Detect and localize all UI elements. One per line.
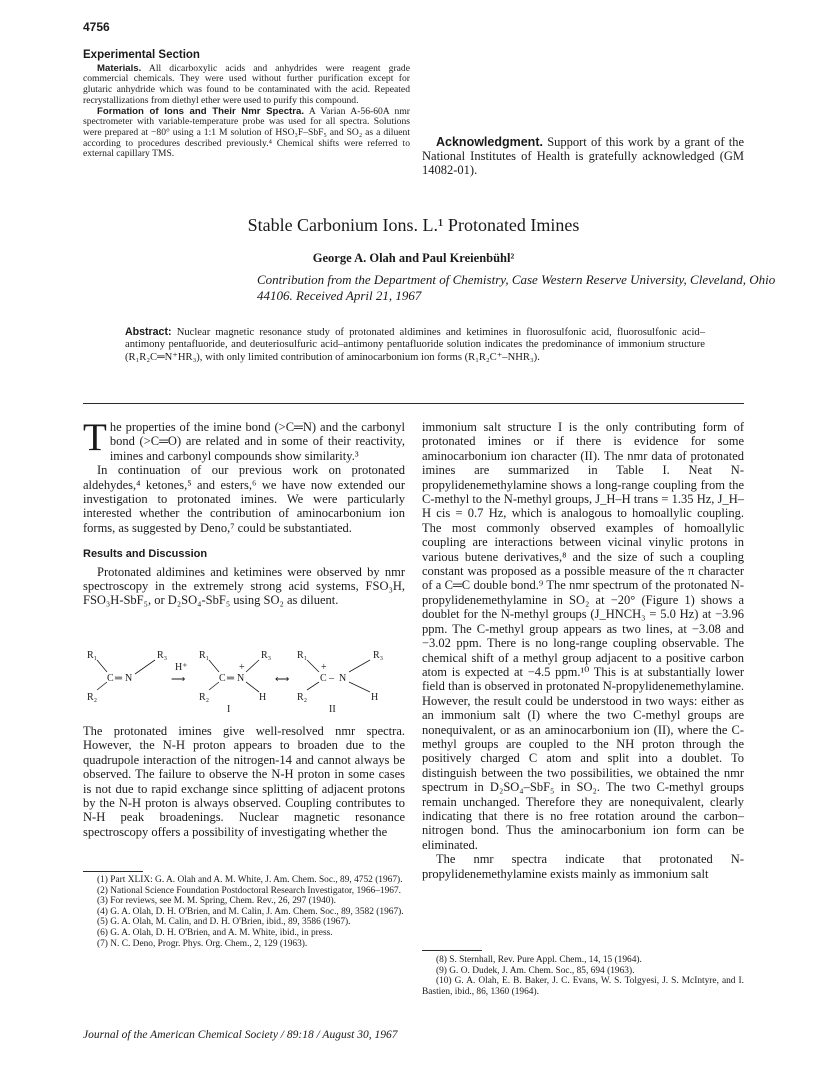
results-heading: Results and Discussion	[83, 548, 208, 561]
scheme-a-r2: R₂	[87, 692, 98, 703]
scheme-svg	[83, 648, 413, 714]
scheme-i-r2: R₂	[199, 692, 210, 703]
scheme-a-c: C	[107, 673, 114, 684]
article-affiliation: Contribution from the Department of Chemistry, Case Western Reserve University, Cleveland, Ohio 44106. Received April 21, 1967	[257, 272, 776, 303]
footnote-5: (5) G. A. Olah, M. Calin, and D. H. O'Brien, ibid., 89, 3586 (1967).	[97, 917, 351, 928]
chemical-scheme	[83, 648, 413, 714]
scheme-label-i: I	[227, 704, 231, 714]
intro-dropcap: T	[83, 416, 107, 459]
article-title: Stable Carbonium Ions. L.¹ Protonated Imines	[247, 215, 580, 235]
footnote-6: (6) G. A. Olah, D. H. O'Brien, and A. M. White, ibid., in press.	[97, 927, 333, 938]
scheme-ii-dash: –	[329, 673, 334, 684]
intro-paragraph-2: In continuation of our previous work on protonated aldehydes,⁴ ketones,⁵ and esters,⁶ we have now extended our investigation to protonated imines. We were particularly interested whether the contribution of aminocarbonium ion forms, as suggested by Deno,⁷ could be substantiated.	[83, 463, 405, 535]
scheme-ii-r2: R₂	[297, 692, 308, 703]
footnote-rule-right	[422, 950, 482, 951]
scheme-ii-n: N	[339, 673, 347, 684]
footnote-10: (10) G. A. Olah, E. B. Baker, J. C. Evans, W. S. Tolgyesi, J. S. McIntyre, and I. Bastien, ibid., 86, 1360 (1964).	[422, 976, 744, 997]
scheme-ii-r1: R₁	[297, 650, 308, 661]
scheme-i-eq: ═	[227, 673, 235, 684]
footnote-3: (3) For reviews, see M. M. Spring, Chem. Rev., 26, 297 (1940).	[97, 896, 336, 907]
scheme-arrow: ⟶	[171, 674, 186, 685]
materials-paragraph	[83, 64, 410, 107]
footnote-8: (8) S. Sternhall, Rev. Pure Appl. Chem., 14, 15 (1964).	[436, 955, 642, 965]
scheme-label-ii: II	[329, 704, 336, 714]
results-paragraph-2: The protonated imines give well-resolved nmr spectra. However, the N-H proton appears to broaden due to the quadrupole interaction of the nitrogen-14 and cannot always be observed. The failure to observe the N-H proton in some cases is not due to rapid exchange since splitting of adjacent protons by the N-H proton is always observed. Coupling contributes to N-H peak broadenings. Nuclear magnetic resonance spectroscopy offers a possibility of investigating whether the	[83, 724, 405, 839]
scheme-i-plus: +	[239, 662, 245, 673]
footnote-4: (4) G. A. Olah, D. H. O'Brien, and M. Calin, J. Am. Chem. Soc., 89, 3582 (1967).	[97, 906, 404, 917]
scheme-ii-plus: +	[321, 662, 327, 673]
footnote-7: (7) N. C. Deno, Progr. Phys. Org. Chem., 2, 129 (1963).	[97, 938, 308, 949]
abstract-label: Abstract:	[125, 326, 172, 338]
abstract-text: Nuclear magnetic resonance study of protonated aldimines and ketimines in fluorosulfonic acid, fluorosulfonic acid–antimony pentafluoride, and deuteriosulfuric acid–antimony pentafluoride solution indicates the predominance of immonium structure (R₁R₂C═N⁺HR₃), with only limited contribution of aminocarbonium ion forms (R₁R₂C⁺–NHR₃).	[125, 327, 705, 363]
footnote-1: (1) Part XLIX: G. A. Olah and A. M. White, J. Am. Chem. Soc., 89, 4752 (1967).	[97, 875, 403, 885]
footnote-rule-left	[83, 871, 143, 872]
abstract	[125, 326, 705, 364]
materials-text: All dicarboxylic acids and anhydrides were reagent grade commercial chemicals. They were used without further purification except for glutaric anhydride which was found to be contaminated with the acid. Repeated recrystallizations from diethyl ether were used to purify this compound.	[83, 62, 410, 106]
scheme-i-n: N	[237, 673, 245, 684]
left-column	[83, 416, 405, 608]
intro-paragraph-1: The properties of the imine bond (>C═N) and the carbonyl bond (>C═O) are related and in some of their reactivity, imines and carbonyl compounds show similarity.³	[83, 416, 405, 463]
experimental-heading: Experimental Section	[83, 49, 200, 61]
footnotes-right	[422, 955, 744, 997]
experimental-section	[83, 50, 410, 160]
right-paragraph-1: immonium salt structure I is the only contributing form of protonated imines or if there is evidence for some aminocarbonium ion character (II). The nmr data of protonated imines are summarized in Table I. Neat N-propylidenemethylamine shows a long-range coupling from the C-methyl to the N-methyl groups, J_H–H trans = 1.35 Hz, J_H–H cis = 0.7 Hz, which is analogous to homoallylic coupling. The most commonly observed examples of homoallylic coupling are interactions between vicinal vinylic protons in various butene derivatives,⁸ and the size of such a coupling constant was proposed as a possible measure of the π character of a C═C double bond.⁹ The nmr spectrum of the protonated N-propylidenemethylamine in SO₂ at −20° (Figure 1) shows a doublet for the N-methyl groups (J_HNCH₃ = 5.0 Hz) at −3.96 ppm. The C-methyl group appears as two lines, at −3.08 and −3.02 ppm. There is no long-range coupling observable. The chemical shift of a methyl group adjacent to a positive carbon atom is expected at −4.5 ppm.¹⁰ This is at substantially lower field than is observed in protonated N-propylidenemethylamine. However, the result could be understood in two ways: either as an immonium salt (I) where the two C-methyl groups are nonequivalent, or as an aminocarbonium ion (II), where the C-methyl groups are coupled to the NH proton through the positively charged C atom and split into a doublet. To distinguish between the two possibilities, we obtained the nmr spectrum in D₂SO₄–SbF₅ in SO₂. The two C-methyl groups remain unchanged. Therefore they are nonequivalent, clearly indicating that there is no free rotation around the carbon–nitrogen bond. Thus the aminocarbonium ion form can be eliminated.	[422, 420, 744, 852]
right-paragraph-2: The nmr spectra indicate that protonated N-propylidenemethylamine exists mainly as immonium salt	[422, 852, 744, 881]
right-column	[422, 420, 744, 881]
footnote-2: (2) National Science Foundation Postdoctoral Research Investigator, 1966–1967.	[97, 885, 401, 896]
materials-label: Materials.	[97, 62, 142, 74]
article-authors: George A. Olah and Paul Kreienbühl²	[312, 251, 515, 265]
formation-paragraph	[83, 107, 410, 161]
scheme-i-c: C	[219, 673, 226, 684]
acknowledgment-label: Acknowledgment.	[436, 135, 543, 149]
scheme-i-h: H	[259, 692, 267, 703]
footnotes-left	[83, 875, 405, 949]
results-paragraph-1: Protonated aldimines and ketimines were observed by nmr spectroscopy in the extremely strong acid systems, FSO₃H, FSO₃H-SbF₅, or D₂SO₄-SbF₅ using SO₂ as diluent.	[83, 564, 405, 608]
scheme-hplus: H⁺	[175, 662, 188, 673]
acknowledgment-text: Support of this work by a grant of the National Institutes of Health is gratefully acknowledged (GM 14082-01).	[422, 135, 745, 178]
acknowledgment	[422, 135, 744, 178]
scheme-i-r3: R₃	[261, 650, 272, 661]
abstract-divider	[83, 403, 744, 404]
scheme-a-n: N	[125, 673, 133, 684]
scheme-a-r3: R₃	[157, 650, 168, 661]
scheme-a-r1: R₁	[87, 650, 98, 661]
scheme-ii-c: C	[320, 673, 327, 684]
scheme-a-eq: ═	[115, 673, 123, 684]
formation-label: Formation of Ions and Their Nmr Spectra.	[97, 105, 304, 117]
left-column-continued	[83, 724, 405, 839]
formation-text: A Varian A-56-60A nmr spectrometer with variable-temperature probe was used for all spectra. Solutions were prepared at −80° using a 1:1 M solution of HSO₃F–SbF₅ and SO₂ as a diluent according to procedures described previously.⁴ Chemical shifts were referred to external capillary TMS.	[83, 105, 410, 160]
page-number: 4756	[83, 20, 110, 34]
scheme-resonance-arrow: ⟷	[275, 674, 290, 685]
scheme-ii-h: H	[371, 692, 379, 703]
scheme-i-r1: R₁	[199, 650, 210, 661]
scheme-ii-r3: R₃	[373, 650, 384, 661]
journal-footer: Journal of the American Chemical Society / 89:18 / August 30, 1967	[83, 1029, 398, 1041]
footnote-9: (9) G. O. Dudek, J. Am. Chem. Soc., 85, 694 (1963).	[436, 965, 635, 976]
